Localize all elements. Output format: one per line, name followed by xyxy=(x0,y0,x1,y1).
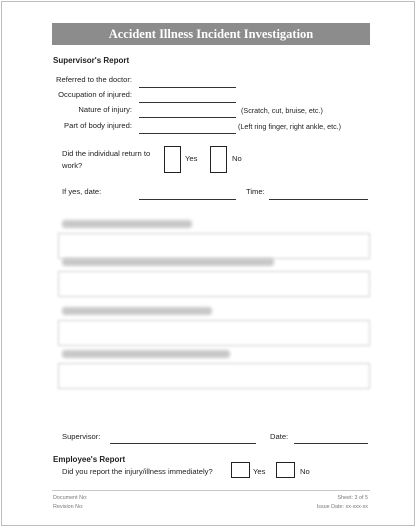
blurred-question-3 xyxy=(62,307,212,315)
time-label: Time: xyxy=(246,187,265,196)
supervisor-label: Supervisor: xyxy=(62,432,101,441)
return-yes-checkbox[interactable] xyxy=(164,146,181,173)
return-yes-label: Yes xyxy=(185,154,198,163)
nature-label: Nature of injury: xyxy=(78,105,132,114)
employee-yes-checkbox[interactable] xyxy=(231,462,250,478)
body-part-field[interactable] xyxy=(139,133,236,134)
employee-question: Did you report the injury/illness immediately? xyxy=(62,467,213,476)
occupation-label: Occupation of injured: xyxy=(58,90,132,99)
footer-divider xyxy=(52,490,370,491)
occupation-field[interactable] xyxy=(139,102,236,103)
blurred-question-4 xyxy=(62,350,230,358)
blurred-answer-box-4[interactable] xyxy=(58,363,370,389)
referred-field[interactable] xyxy=(139,87,236,88)
blurred-question-1 xyxy=(62,220,192,228)
form-title: Accident Illness Incident Investigation xyxy=(52,23,370,45)
form-page xyxy=(1,1,415,526)
referred-label: Referred to the doctor: xyxy=(56,75,132,84)
footer-issue-date: Issue Date: xx-xxx-xx xyxy=(316,504,368,510)
supervisor-signature-field[interactable] xyxy=(110,443,256,444)
blurred-answer-box-1[interactable] xyxy=(58,233,370,259)
employee-no-checkbox[interactable] xyxy=(276,462,295,478)
signature-date-label: Date: xyxy=(270,432,289,441)
supervisor-report-heading: Supervisor's Report xyxy=(53,56,130,65)
return-no-label: No xyxy=(232,154,242,163)
if-yes-date-label: If yes, date: xyxy=(62,187,102,196)
blurred-answer-box-3[interactable] xyxy=(58,320,370,346)
footer-revision-no: Revision No: xyxy=(53,504,84,510)
footer-sheet: Sheet: 3 of 5 xyxy=(337,495,368,501)
blurred-answer-box-2[interactable] xyxy=(58,271,370,297)
body-part-hint: (Left ring finger, right ankle, etc.) xyxy=(238,122,342,131)
body-part-label: Part of body injured: xyxy=(64,121,132,130)
return-question-line2: work? xyxy=(62,161,83,170)
employee-report-heading: Employee's Report xyxy=(53,455,126,464)
signature-date-field[interactable] xyxy=(294,443,368,444)
return-date-field[interactable] xyxy=(139,199,236,200)
employee-no-label: No xyxy=(300,467,310,476)
return-time-field[interactable] xyxy=(269,199,368,200)
employee-yes-label: Yes xyxy=(253,467,266,476)
nature-field[interactable] xyxy=(139,117,236,118)
return-question-line1: Did the individual return to xyxy=(62,149,151,158)
return-no-checkbox[interactable] xyxy=(210,146,227,173)
nature-hint: (Scratch, cut, bruise, etc.) xyxy=(241,106,323,115)
footer-document-no: Document No: xyxy=(53,495,88,501)
blurred-question-2 xyxy=(62,258,274,266)
